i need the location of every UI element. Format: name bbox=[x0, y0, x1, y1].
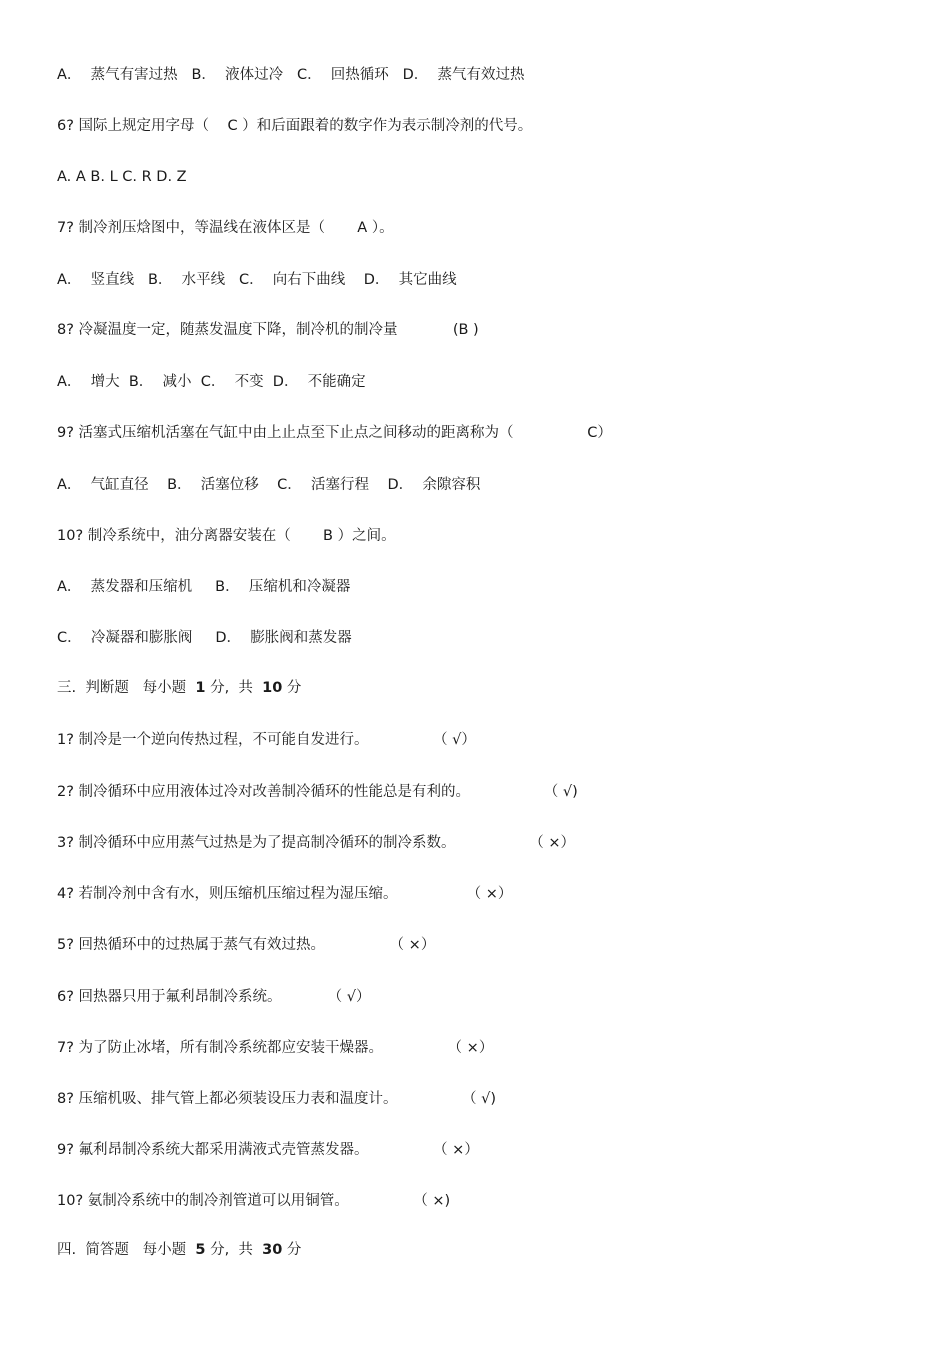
judgment-item: 4? 若制冷剂中含有水，则压缩机压缩过程为湿压缩。 （ ×） bbox=[57, 886, 513, 902]
judgment-item: 2? 制冷循环中应用液体过冷对改善制冷循环的性能总是有利的。 （ √) bbox=[57, 784, 578, 800]
option-line: A． 竖直线 B． 水平线 C． 向右下曲线 D． 其它曲线 bbox=[57, 272, 457, 288]
question-8: 8? 冷凝温度一定，随蒸发温度下降，制冷机的制冷量 (B ) bbox=[57, 322, 479, 338]
judgment-item: 7? 为了防止冰堵，所有制冷系统都应安装干燥器。 （ ×） bbox=[57, 1040, 494, 1056]
judgment-item: 8? 压缩机吸、排气管上都必须装设压力表和温度计。 （ √) bbox=[57, 1091, 497, 1107]
question-6: 6? 国际上规定用字母（ C ）和后面跟着的数字作为表示制冷剂的代号。 bbox=[57, 118, 533, 134]
option-line: A． 蒸气有害过热 B． 液体过冷 C． 回热循环 D． 蒸气有效过热 bbox=[57, 67, 525, 83]
question-7: 7? 制冷剂压焓图中，等温线在液体区是（ A ）。 bbox=[57, 220, 394, 236]
option-line: C． 冷凝器和膨胀阀 D． 膨胀阀和蒸发器 bbox=[57, 630, 352, 646]
section-heading-short-answer: 四. 简答题 每小题 5 分, 共 30 分 bbox=[57, 1242, 302, 1258]
judgment-item: 10? 氨制冷系统中的制冷剂管道可以用铜管。 （ ×) bbox=[57, 1193, 451, 1209]
judgment-item: 1? 制冷是一个逆向传热过程，不可能自发进行。 （ √） bbox=[57, 732, 476, 748]
option-line: A． 增大 B． 减小 C． 不变 D． 不能确定 bbox=[57, 374, 366, 390]
option-line: A． 蒸发器和压缩机 B． 压缩机和冷凝器 bbox=[57, 579, 351, 595]
section-heading-judgment: 三. 判断题 每小题 1 分, 共 10 分 bbox=[57, 680, 302, 696]
question-9: 9? 活塞式压缩机活塞在气缸中由上止点至下止点之间移动的距离称为（ C） bbox=[57, 425, 612, 441]
option-line: A. A B. L C. R D. Z bbox=[57, 169, 187, 185]
option-line: A． 气缸直径 B． 活塞位移 C． 活塞行程 D． 余隙容积 bbox=[57, 477, 481, 493]
judgment-item: 6? 回热器只用于氟利昂制冷系统。 （ √） bbox=[57, 989, 371, 1005]
question-10: 10? 制冷系统中，油分离器安装在（ B ）之间。 bbox=[57, 528, 396, 544]
judgment-item: 5? 回热循环中的过热属于蒸气有效过热。 （ ×） bbox=[57, 937, 436, 953]
judgment-item: 9? 氟利昂制冷系统大都采用满液式壳管蒸发器。 （ ×） bbox=[57, 1142, 479, 1158]
judgment-item: 3? 制冷循环中应用蒸气过热是为了提高制冷循环的制冷系数。 （ ×） bbox=[57, 835, 576, 851]
